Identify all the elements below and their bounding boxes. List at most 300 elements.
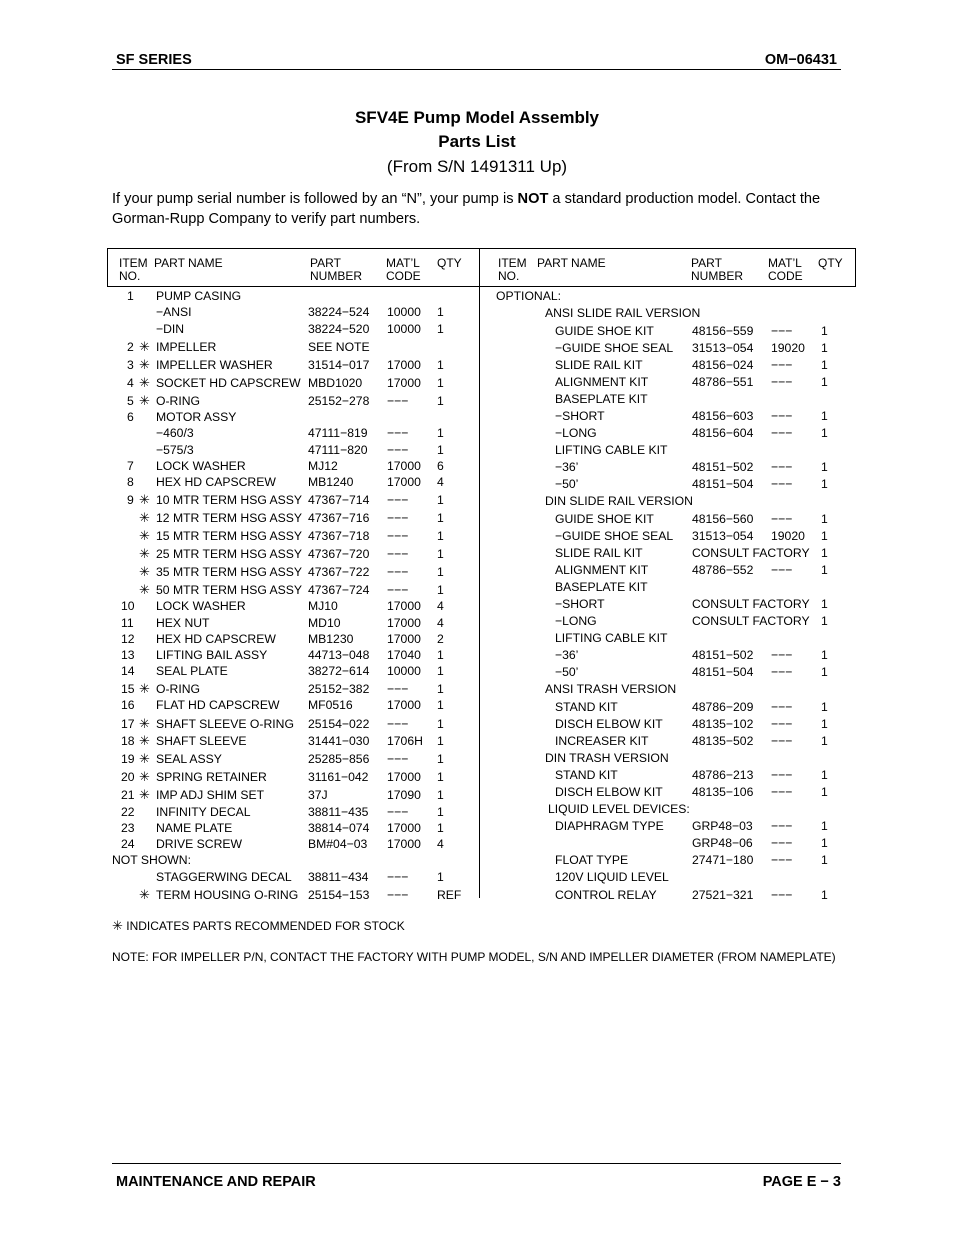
table-row <box>107 869 852 885</box>
intro-text-end: a standard production model. Contact the Gorman-Rupp Company to verify part numbers. <box>112 191 821 227</box>
item-number: 15 <box>121 682 135 696</box>
quantity: 1 <box>821 700 828 714</box>
item-number: 13 <box>121 648 135 662</box>
part-name: −LONG <box>555 426 597 440</box>
material-code: −−− <box>387 426 409 440</box>
table-row <box>107 767 852 783</box>
part-number: CONSULT FACTORY <box>692 546 810 560</box>
part-name: NAME PLATE <box>156 821 233 835</box>
part-number: 47111−820 <box>308 443 368 457</box>
quantity: REF <box>437 888 462 902</box>
quantity: 1 <box>437 805 444 819</box>
quantity: 1 <box>821 512 828 526</box>
table-row <box>107 459 852 475</box>
part-number: 38811−434 <box>308 870 369 884</box>
table-row <box>107 408 852 424</box>
material-code: −−− <box>771 324 793 338</box>
item-number: 21 <box>121 788 135 802</box>
quantity: 1 <box>437 547 444 561</box>
part-number: GRP48−06 <box>692 836 753 850</box>
table-row <box>107 305 852 321</box>
part-number: 38811−435 <box>308 805 369 819</box>
table-row <box>107 528 852 544</box>
part-number: 25152−278 <box>308 394 370 408</box>
part-number: 48151−502 <box>692 648 754 662</box>
material-code: −−− <box>771 648 793 662</box>
part-name: DIAPHRAGM TYPE <box>555 819 664 833</box>
part-name: −50’ <box>555 477 579 491</box>
quantity: 1 <box>437 426 444 440</box>
item-number: 5 <box>127 394 134 408</box>
part-number: 47111−819 <box>308 426 368 440</box>
item-number: 7 <box>127 459 134 473</box>
material-code: −−− <box>387 443 409 457</box>
part-name: LOCK WASHER <box>156 599 246 613</box>
part-number: 25152−382 <box>308 682 370 696</box>
part-number: MF0516 <box>308 698 353 712</box>
part-number: 38224−524 <box>308 305 370 319</box>
table-row <box>107 784 852 800</box>
col-number-r: NUMBER <box>691 269 744 283</box>
part-name: −36’ <box>555 648 579 662</box>
item-number: 20 <box>121 770 135 784</box>
part-number: 47367−720 <box>308 547 370 561</box>
footnote-text: INDICATES PARTS RECOMMENDED FOR STOCK <box>126 919 405 933</box>
part-name: MOTOR ASSY <box>156 410 237 424</box>
col-part: PART <box>310 256 341 270</box>
col-code-r: CODE <box>768 269 803 283</box>
item-number: 18 <box>121 734 135 748</box>
intro-emphasis: NOT <box>517 191 549 207</box>
part-name: IMPELLER <box>156 340 217 354</box>
part-number: 47367−718 <box>308 529 370 543</box>
material-code: 17000 <box>387 837 421 851</box>
table-row <box>107 340 852 356</box>
table-row <box>107 545 852 561</box>
col-part-name: PART NAME <box>154 256 223 270</box>
part-name: SHAFT SLEEVE O-RING <box>156 717 294 731</box>
table-row <box>107 630 852 646</box>
part-name: HEX HD CAPSCREW <box>156 632 276 646</box>
material-code: 17000 <box>387 821 421 835</box>
part-number: 25154−022 <box>308 717 370 731</box>
part-name: −575/3 <box>156 443 194 457</box>
material-code: −−− <box>387 888 409 902</box>
part-number: 25154−153 <box>308 888 370 902</box>
part-name: LIFTING CABLE KIT <box>555 443 668 457</box>
item-number: 8 <box>127 475 134 489</box>
item-number: 1 <box>127 289 134 303</box>
part-name: ANSI TRASH VERSION <box>545 682 677 696</box>
material-code: 17000 <box>387 358 421 372</box>
part-name: 15 MTR TERM HSG ASSY <box>156 529 303 543</box>
material-code: 19020 <box>771 529 805 543</box>
part-name: INFINITY DECAL <box>156 805 251 819</box>
part-number: 31514−017 <box>308 358 370 372</box>
doc-number: OM−06431 <box>764 52 837 68</box>
asterisk-icon: ✳ <box>139 546 150 561</box>
table-row <box>107 801 852 817</box>
quantity: 1 <box>437 376 444 390</box>
material-code: 1706H <box>387 734 423 748</box>
quantity: 1 <box>821 888 828 902</box>
table-row <box>107 596 852 612</box>
table-row <box>107 818 852 834</box>
quantity: 1 <box>437 870 444 884</box>
material-code: −−− <box>771 375 793 389</box>
page-subtitle: Parts List <box>438 132 516 151</box>
parts-table <box>107 248 856 902</box>
part-number: 47367−716 <box>308 511 370 525</box>
asterisk-icon: ✳ <box>139 787 150 802</box>
quantity: 1 <box>437 821 444 835</box>
item-number: 22 <box>121 805 135 819</box>
quantity: 1 <box>821 717 828 731</box>
part-number: GRP48−03 <box>692 819 753 833</box>
part-number: 47367−722 <box>308 565 370 579</box>
part-name: OPTIONAL: <box>496 289 562 303</box>
table-row <box>107 562 852 578</box>
material-code: −−− <box>387 565 409 579</box>
part-name: BASEPLATE KIT <box>555 580 648 594</box>
quantity: 1 <box>437 788 444 802</box>
material-code: 17000 <box>387 475 421 489</box>
part-number: MD10 <box>308 616 341 630</box>
part-number: 27471−180 <box>692 853 754 867</box>
material-code: −−− <box>387 493 409 507</box>
material-code: −−− <box>387 529 409 543</box>
item-number: 4 <box>127 376 134 390</box>
material-code: 17000 <box>387 632 421 646</box>
quantity: 1 <box>437 770 444 784</box>
part-name: SHAFT SLEEVE <box>156 734 247 748</box>
part-name: O-RING <box>156 394 201 408</box>
table-row <box>107 476 852 492</box>
col-no: NO. <box>119 269 141 283</box>
item-number: 2 <box>127 340 134 354</box>
material-code: −−− <box>387 394 409 408</box>
part-name: −50’ <box>555 665 579 679</box>
part-number: 44713−048 <box>308 648 370 662</box>
asterisk-icon: ✳ <box>139 733 150 748</box>
part-name: GUIDE SHOE KIT <box>555 324 654 338</box>
asterisk-icon: ✳ <box>139 357 150 372</box>
part-name: STAND KIT <box>555 768 618 782</box>
part-name: GUIDE SHOE KIT <box>555 512 654 526</box>
quantity: 1 <box>437 648 444 662</box>
material-code: −−− <box>771 734 793 748</box>
quantity: 1 <box>821 836 828 850</box>
material-code: −−− <box>771 477 793 491</box>
col-matl: MAT’L <box>386 256 420 270</box>
material-code: −−− <box>771 888 793 902</box>
material-code: −−− <box>387 805 409 819</box>
part-number: 48786−552 <box>692 563 754 577</box>
table-row <box>107 750 852 766</box>
asterisk-icon: ✳ <box>139 528 150 543</box>
part-name: SLIDE RAIL KIT <box>555 358 643 372</box>
material-code: −−− <box>387 547 409 561</box>
quantity: 1 <box>821 665 828 679</box>
col-part-name-r: PART NAME <box>537 256 606 270</box>
material-code: −−− <box>771 358 793 372</box>
quantity: 1 <box>437 664 444 678</box>
part-number: MB1240 <box>308 475 354 489</box>
asterisk-icon: ✳ <box>139 375 150 390</box>
part-number: MJ12 <box>308 459 338 473</box>
quantity: 1 <box>437 305 444 319</box>
part-number: 48786−551 <box>692 375 754 389</box>
quantity: 1 <box>821 597 828 611</box>
col-qty: QTY <box>437 256 462 270</box>
asterisk-icon: ✳ <box>139 492 150 507</box>
quantity: 1 <box>821 409 828 423</box>
col-no-r: NO. <box>498 269 520 283</box>
item-number: 17 <box>121 717 135 731</box>
page-footer <box>112 1163 841 1190</box>
table-row <box>107 699 852 715</box>
table-row <box>107 374 852 390</box>
col-number: NUMBER <box>310 269 363 283</box>
quantity: 1 <box>437 565 444 579</box>
asterisk-icon: ✳ <box>139 887 150 902</box>
quantity: 1 <box>821 460 828 474</box>
quantity: 1 <box>821 529 828 543</box>
part-number: 48786−209 <box>692 700 754 714</box>
quantity: 1 <box>437 529 444 543</box>
part-number: 38272−614 <box>308 664 370 678</box>
part-name: −SHORT <box>555 409 605 423</box>
part-number: 31513−054 <box>692 529 754 543</box>
part-number: BM#04−03 <box>308 837 368 851</box>
item-number: 11 <box>121 616 134 630</box>
quantity: 1 <box>437 493 444 507</box>
part-name: IMP ADJ SHIM SET <box>156 788 265 802</box>
asterisk-icon: ✳ <box>139 716 150 731</box>
item-number: 19 <box>121 752 135 766</box>
part-name: BASEPLATE KIT <box>555 392 648 406</box>
quantity: 1 <box>437 358 444 372</box>
quantity: 1 <box>437 698 444 712</box>
material-code: −−− <box>771 785 793 799</box>
part-name: SPRING RETAINER <box>156 770 267 784</box>
col-qty-r: QTY <box>818 256 843 270</box>
quantity: 1 <box>821 546 828 560</box>
material-code: −−− <box>387 682 409 696</box>
table-row <box>107 716 852 732</box>
col-part-r: PART <box>691 256 722 270</box>
material-code: −−− <box>771 717 793 731</box>
table-row <box>107 613 852 629</box>
table-row <box>107 681 852 697</box>
part-number: 37J <box>308 788 328 802</box>
stock-footnote <box>112 918 405 934</box>
part-name: DISCH ELBOW KIT <box>555 785 663 799</box>
quantity: 1 <box>437 511 444 525</box>
quantity: 1 <box>821 648 828 662</box>
material-code: −−− <box>387 870 409 884</box>
item-number: 12 <box>121 632 135 646</box>
material-code: −−− <box>771 665 793 679</box>
table-row <box>107 511 852 527</box>
item-number: 10 <box>121 599 135 613</box>
part-name: INCREASER KIT <box>555 734 649 748</box>
part-name: 35 MTR TERM HSG ASSY <box>156 565 303 579</box>
asterisk-icon: ✳ <box>139 339 150 354</box>
part-name: LOCK WASHER <box>156 459 246 473</box>
item-number: 24 <box>121 837 135 851</box>
quantity: 1 <box>821 785 828 799</box>
material-code: −−− <box>771 563 793 577</box>
part-number: 48135−106 <box>692 785 754 799</box>
part-number: MJ10 <box>308 599 338 613</box>
asterisk-icon: ✳ <box>139 769 150 784</box>
table-row <box>107 733 852 749</box>
col-matl-r: MAT’L <box>768 256 802 270</box>
part-number: 48156−560 <box>692 512 754 526</box>
material-code: −−− <box>387 511 409 525</box>
part-number: 31441−030 <box>308 734 370 748</box>
asterisk-icon: ✳ <box>139 751 150 766</box>
table-row <box>107 425 852 441</box>
part-name: ALIGNMENT KIT <box>555 375 649 389</box>
part-name: STAGGERWING DECAL <box>156 870 292 884</box>
item-number: 14 <box>121 664 135 678</box>
table-row <box>107 647 852 663</box>
part-number: 27521−321 <box>692 888 754 902</box>
part-name: −GUIDE SHOE SEAL <box>555 341 674 355</box>
serial-range: (From S/N 1491311 Up) <box>386 157 568 176</box>
table-row <box>107 664 852 680</box>
item-number: 3 <box>127 358 134 372</box>
item-number: 16 <box>121 698 135 712</box>
part-name: −LONG <box>555 614 597 628</box>
quantity: 1 <box>437 443 444 457</box>
series-label: SF SERIES <box>116 52 192 68</box>
part-name: O-RING <box>156 682 201 696</box>
material-code: −−− <box>771 853 793 867</box>
part-name: LIFTING BAIL ASSY <box>156 648 268 662</box>
table-row <box>107 288 852 304</box>
part-number: MBD1020 <box>308 376 363 390</box>
part-name: SOCKET HD CAPSCREW <box>156 376 301 390</box>
material-code: −−− <box>771 768 793 782</box>
quantity: 1 <box>437 682 444 696</box>
quantity: 1 <box>821 341 828 355</box>
material-code: 10000 <box>387 322 421 336</box>
material-code: −−− <box>771 460 793 474</box>
col-code: CODE <box>386 269 421 283</box>
part-name: STAND KIT <box>555 700 618 714</box>
quantity: 1 <box>437 752 444 766</box>
quantity: 4 <box>437 599 444 613</box>
part-number: 25285−856 <box>308 752 370 766</box>
part-name: DIN TRASH VERSION <box>545 751 669 765</box>
table-row <box>107 579 852 595</box>
part-number: 48156−603 <box>692 409 754 423</box>
part-number: 47367−714 <box>308 493 370 507</box>
table-row <box>107 493 852 509</box>
part-name: TERM HOUSING O-RING <box>156 888 299 902</box>
item-number: NOT SHOWN: <box>112 853 191 867</box>
page-header <box>112 52 841 70</box>
asterisk-icon: ✳ <box>112 918 123 933</box>
part-number: CONSULT FACTORY <box>692 597 810 611</box>
material-code: 10000 <box>387 305 421 319</box>
table-row <box>107 835 852 851</box>
part-name: HEX NUT <box>156 616 210 630</box>
part-name: SEAL ASSY <box>156 752 222 766</box>
part-number: 38224−520 <box>308 322 370 336</box>
part-name: ALIGNMENT KIT <box>555 563 649 577</box>
part-number: 48151−504 <box>692 665 754 679</box>
part-name: −GUIDE SHOE SEAL <box>555 529 674 543</box>
part-name: DISCH ELBOW KIT <box>555 717 663 731</box>
quantity: 1 <box>821 614 828 628</box>
part-number: SEE NOTE <box>308 340 370 354</box>
part-number: CONSULT FACTORY <box>692 614 810 628</box>
quantity: 1 <box>437 322 444 336</box>
page-title: SFV4E Pump Model Assembly <box>354 108 600 127</box>
part-name: DIN SLIDE RAIL VERSION <box>545 494 693 508</box>
quantity: 1 <box>437 583 444 597</box>
table-row <box>107 442 852 458</box>
material-code: 17000 <box>387 459 421 473</box>
part-name: −460/3 <box>156 426 194 440</box>
material-code: 17000 <box>387 376 421 390</box>
material-code: −−− <box>771 512 793 526</box>
quantity: 1 <box>821 853 828 867</box>
part-number: 48151−502 <box>692 460 754 474</box>
intro-text: If your pump serial number is followed by an “N”, your pump is <box>112 191 518 207</box>
material-code: −−− <box>771 700 793 714</box>
item-number: 23 <box>121 821 135 835</box>
part-name: −36’ <box>555 460 579 474</box>
item-number: 9 <box>127 493 134 507</box>
intro-paragraph <box>112 189 852 229</box>
part-number: MB1230 <box>308 632 354 646</box>
material-code: 10000 <box>387 664 421 678</box>
part-name: −SHORT <box>555 597 605 611</box>
part-number: 48786−213 <box>692 768 754 782</box>
quantity: 1 <box>821 426 828 440</box>
quantity: 1 <box>821 375 828 389</box>
material-code: 17000 <box>387 616 421 630</box>
material-code: 17000 <box>387 770 421 784</box>
quantity: 4 <box>437 616 444 630</box>
table-row <box>107 852 852 868</box>
part-name: SEAL PLATE <box>156 664 228 678</box>
part-name: 25 MTR TERM HSG ASSY <box>156 547 303 561</box>
quantity: 1 <box>437 717 444 731</box>
table-row <box>107 391 852 407</box>
quantity: 6 <box>437 459 444 473</box>
quantity: 1 <box>821 734 828 748</box>
part-name: SLIDE RAIL KIT <box>555 546 643 560</box>
asterisk-icon: ✳ <box>139 681 150 696</box>
item-number: 6 <box>127 410 134 424</box>
asterisk-icon: ✳ <box>139 582 150 597</box>
quantity: 1 <box>821 768 828 782</box>
part-number: 48156−024 <box>692 358 754 372</box>
quantity: 4 <box>437 837 444 851</box>
part-number: 48151−504 <box>692 477 754 491</box>
part-number: 31513−054 <box>692 341 754 355</box>
part-number: 38814−074 <box>308 821 370 835</box>
part-number: 31161−042 <box>308 770 369 784</box>
material-code: 17090 <box>387 788 421 802</box>
material-code: −−− <box>771 409 793 423</box>
